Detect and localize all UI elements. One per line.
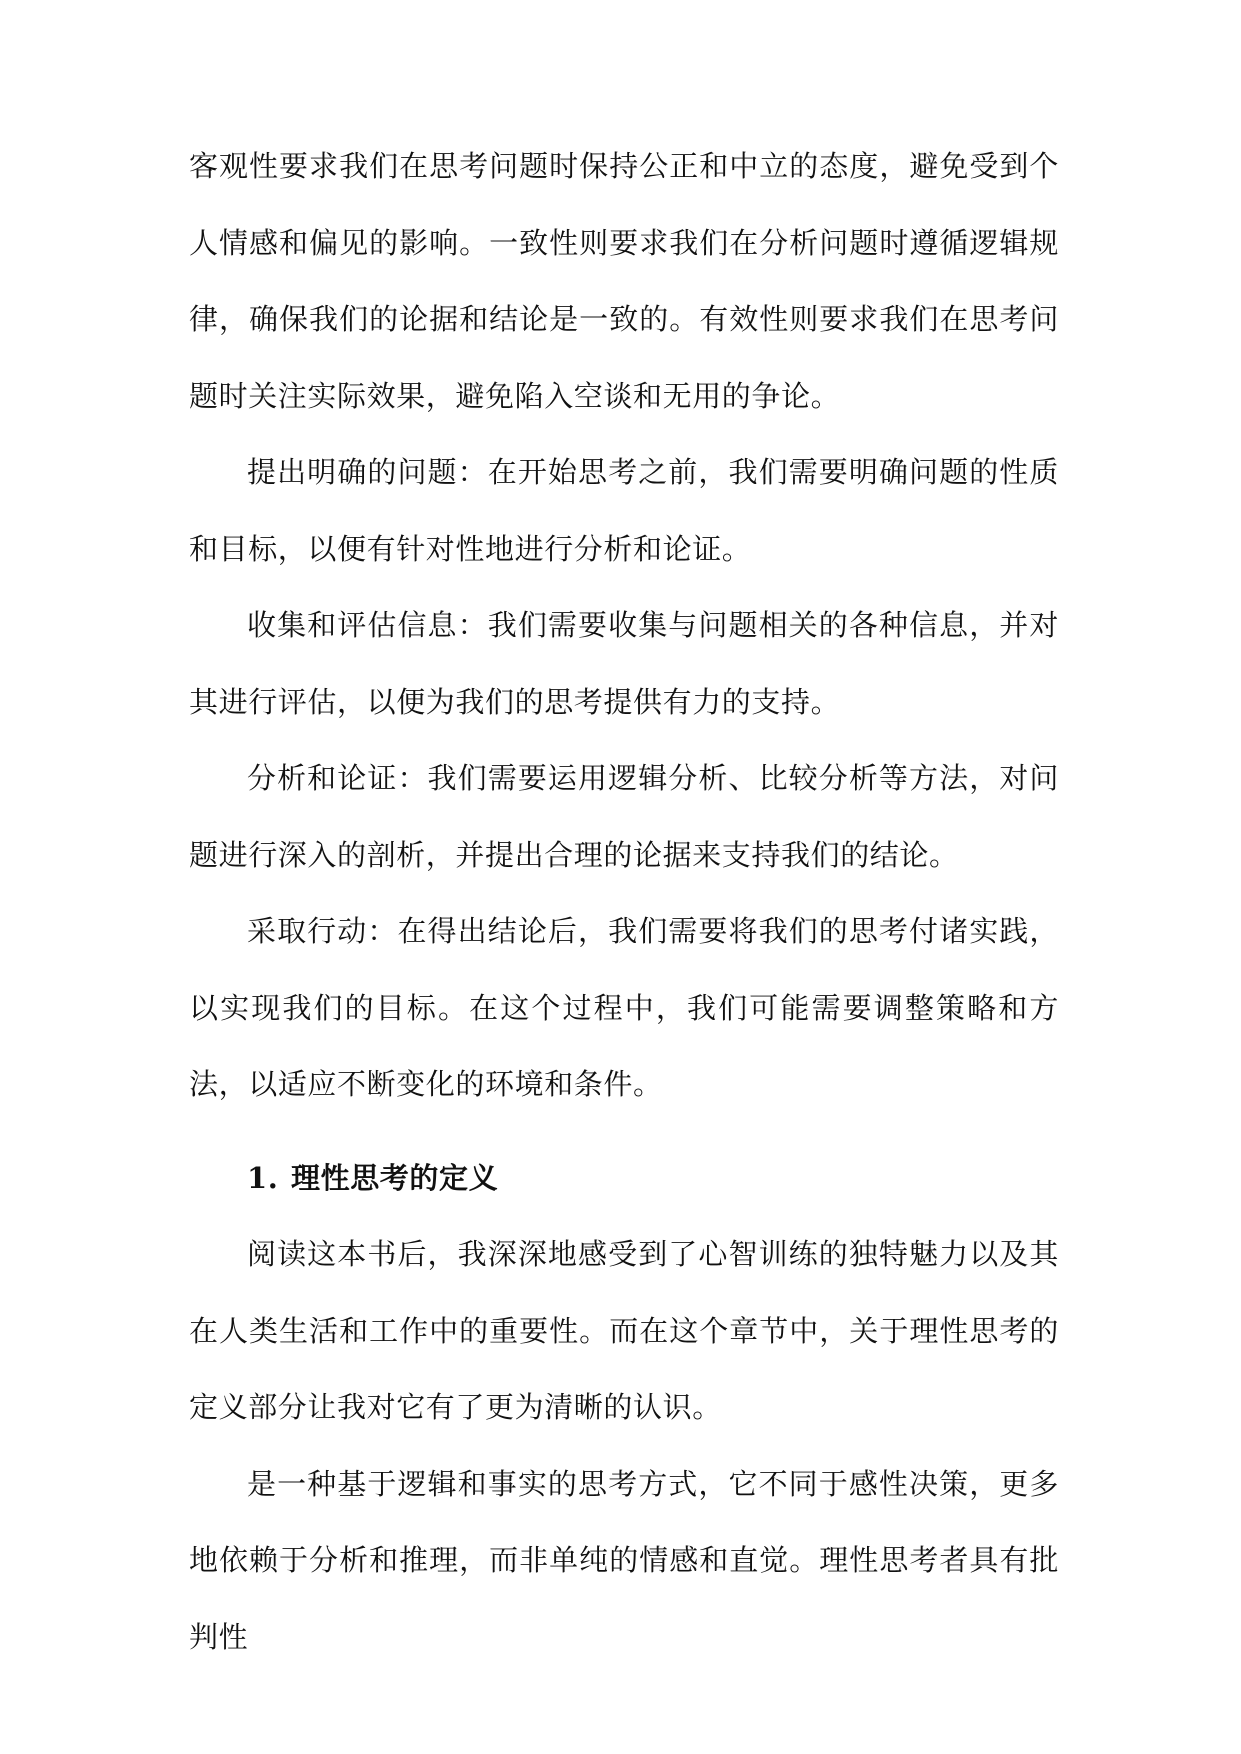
paragraph-define-question: 提出明确的问题：在开始思考之前，我们需要明确问题的性质和目标，以便有针对性地进行分析和论证。 [189, 455, 1059, 566]
section-title: 理性思考的定义 [291, 1160, 499, 1195]
section-heading [189, 1140, 1059, 1217]
paragraph-rational-definition: 是一种基于逻辑和事实的思考方式，它不同于感性决策，更多地依赖于分析和推理，而非单纯的情感和直觉。理性思考者具有批判性 [189, 1466, 1059, 1654]
paragraph-analysis: 分析和论证：我们需要运用逻辑分析、比较分析等方法，对问题进行深入的剖析，并提出合理的论据来支持我们的结论。 [189, 761, 1059, 872]
paragraph-objectivity: 客观性要求我们在思考问题时保持公正和中立的态度，避免受到个人情感和偏见的影响。一致性则要求我们在分析问题时遵循逻辑规律，确保我们的论据和结论是一致的。有效性则要求我们在思考问题时关注实际效果，避免陷入空谈和无用的争论。 [189, 149, 1059, 413]
document-page [189, 128, 1059, 1675]
paragraph-reading-reflection: 阅读这本书后，我深深地感受到了心智训练的独特魅力以及其在人类生活和工作中的重要性。而在这个章节中，关于理性思考的定义部分让我对它有了更为清晰的认识。 [189, 1237, 1059, 1424]
section-number: 1. [247, 1160, 279, 1195]
paragraph-take-action: 采取行动：在得出结论后，我们需要将我们的思考付诸实践，以实现我们的目标。在这个过程中，我们可能需要调整策略和方法，以适应不断变化的环境和条件。 [189, 914, 1059, 1101]
paragraph-collect-info: 收集和评估信息：我们需要收集与问题相关的各种信息，并对其进行评估，以便为我们的思考提供有力的支持。 [189, 608, 1059, 719]
